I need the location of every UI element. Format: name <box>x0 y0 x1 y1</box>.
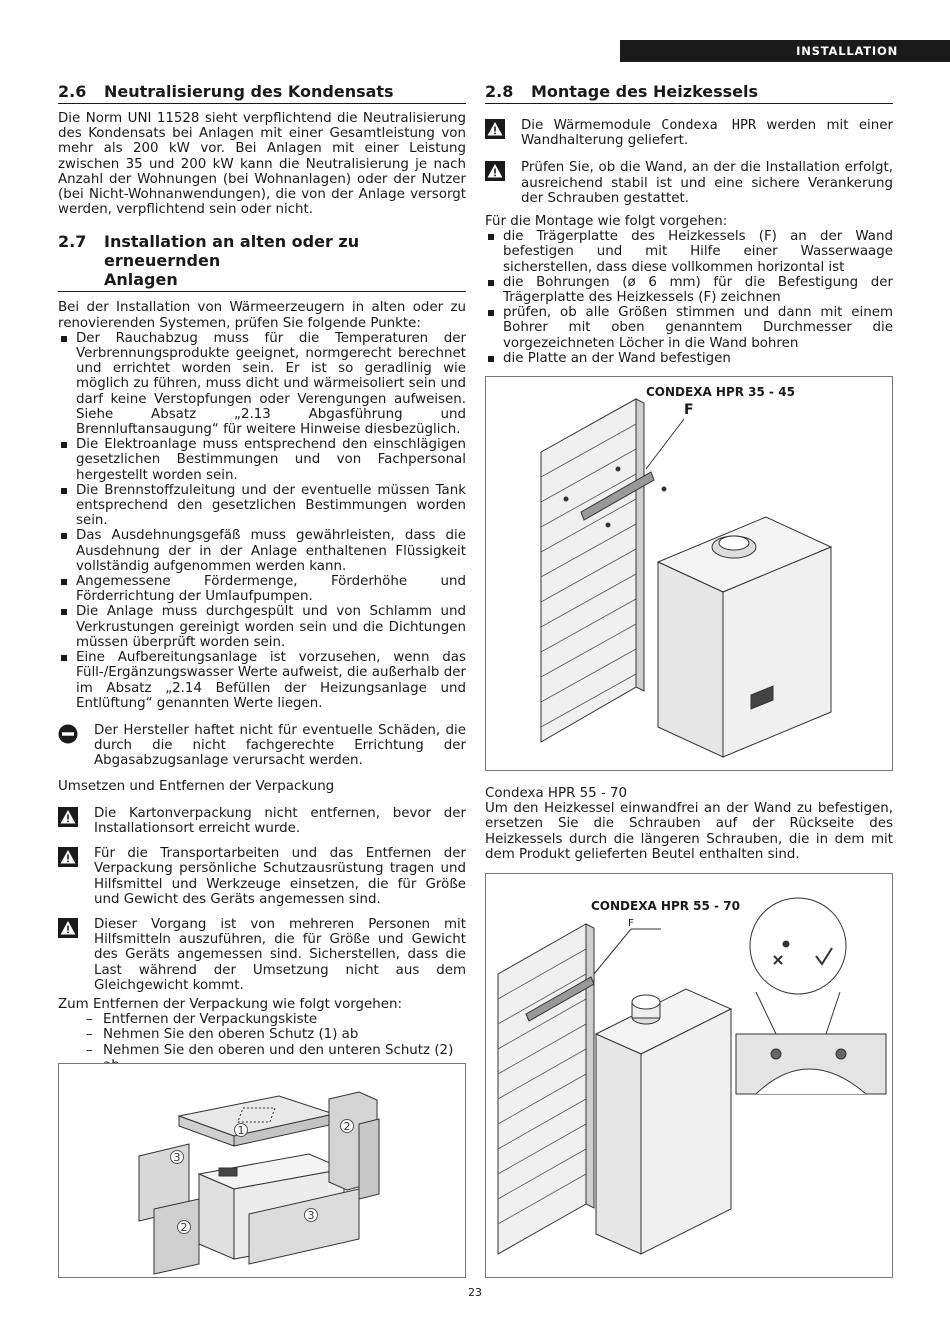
wall-mount-illustration-detail <box>486 874 892 1277</box>
warning-text: Prüfen Sie, ob die Wand, an der die Installation erfolgt, ausreichend stabil ist und eine sichere Verankerung der Schrauben gestattet. <box>521 160 893 206</box>
unpack-subheading: Umsetzen und Entfernen der Verpackung <box>58 778 335 794</box>
unpack-intro: Zum Entfernen der Verpackung wie folgt vorgehen: <box>58 996 403 1012</box>
heading-2-7: 2.7 Installation an alten oder zu erneuernden Anlagen <box>58 232 466 292</box>
s27-intro: Bei der Installation von Wärmeerzeugern in alten oder zu renovierenden Systemen, prüfen Sie folgende Punkte: <box>58 300 466 331</box>
s28-intro: Für die Montage wie folgt vorgehen: <box>485 214 728 230</box>
packaging-illustration <box>59 1064 465 1277</box>
list-item: Das Ausdehnungsgefäß muss gewährleisten, dass die Ausdehnung der in der Anlage enthaltenen Flüssigkeit vollständig aufgenommen werden kann. <box>58 528 466 574</box>
callout-2 <box>341 1120 354 1134</box>
s26-paragraph: Die Norm UNI 11528 sieht verpflichtend die Neutralisierung des Kondensats bei Anlagen mit einer Gesamtleistung von mehr als 200 kW vor. Bei Anlagen mit einer Leistung zwischen 35 und 200 kW kann die Neutralisierung je nach Anzahl der Wohnungen (bei Wohnanlagen) oder der Nutzer (bei Nicht-Wohnanwendungen), die von der Anlage versorgt werden, verpflichtend sein oder nicht. <box>58 111 466 218</box>
right-column <box>485 82 893 366</box>
list-item: – Entfernen der Verpackungskiste <box>86 1012 466 1027</box>
list-item: Eine Aufbereitungsanlage ist vorzusehen, wenn das Füll-/Ergänzungswasser Werte aufweist, die außerhalb der im Absatz „2.14 Befüllen der Heizungsanlage und Entlüftung“ genannten Werte liegen. <box>58 650 466 711</box>
warning-note <box>485 118 893 148</box>
callout-1 <box>235 1124 248 1138</box>
figure-label-f: F <box>628 918 634 929</box>
warning-triangle-icon <box>58 917 94 942</box>
callout-3 <box>171 1151 184 1165</box>
list-item: die Platte an der Wand befestigen <box>485 351 893 366</box>
warning-text: Dieser Vorgang ist von mehreren Personen mit Hilfsmitteln auszuführen, die für Größe und Gewicht des Geräts angemessen sind. Sicherstellen, dass die Last während der Umsetzung nicht aus dem Gleichgewicht kommt. <box>94 916 466 993</box>
svg-text:2: 2 <box>180 1221 188 1234</box>
page-number: 23 <box>468 1286 482 1299</box>
list-item: Die Brennstoffzuleitung und der eventuelle müssen Tank entsprechend den gesetzlichen Bestimmungen worden sein. <box>58 483 466 529</box>
list-item: – Nehmen Sie den oberen und den unteren Schutz (2) <box>86 1043 466 1073</box>
brand-name: Condexa HPR <box>661 118 757 133</box>
s28-steps <box>485 229 893 366</box>
svg-text:3: 3 <box>307 1209 315 1222</box>
figure-label-f: F <box>684 402 694 418</box>
heading-2-7-title-line1: Installation an alten oder zu erneuernden <box>104 232 360 271</box>
wall-mount-illustration <box>486 377 892 770</box>
warning-text: Für die Transportarbeiten und das Entfernen der Verpackung persönliche Schutzausrüstung tragen und Hilfsmittel und Werkzeuge einsetzen, die für Größe und Gewicht des Geräts angemessen sind. <box>94 846 466 907</box>
figure-title: CONDEXA HPR 35 - 45 <box>646 385 795 399</box>
list-item: Angemessene Fördermenge, Förderhöhe und Förderrichtung der Umlaufpumpen. <box>58 574 466 604</box>
list-item: Die Elektroanlage muss entsprechend den einschlägigen gesetzlichen Bestimmungen und von Fachpersonal hergestellt worden sein. <box>58 437 466 483</box>
svg-text:2: 2 <box>343 1120 351 1133</box>
prohibit-note-text: Der Hersteller haftet nicht für eventuelle Schäden, die durch die nicht fachgerechte Errichtung der Abgasabzugsanlage verursacht werden. <box>94 722 466 769</box>
callout-3 <box>305 1209 318 1223</box>
prohibition-icon <box>58 723 94 748</box>
list-item: die Trägerplatte des Heizkessels (F) an der Wand befestigen und mit Hilfe einer Wasserwaage sicherstellen, dass diese vollkommen horizontal ist <box>485 229 893 275</box>
warning-note <box>58 917 466 993</box>
list-item: prüfen, ob alle Größen stimmen und dann mit einem Bohrer mit oben genanntem Durchmesser die vorgezeichneten Löcher in die Wand bohren <box>485 305 893 351</box>
warning-text: Die Wärmemodule Condexa HPR werden mit einer Wandhalterung geliefert. <box>521 118 894 149</box>
heading-2-6-title: Neutralisierung des Kondensats <box>104 82 394 101</box>
packaging-figure <box>58 1063 466 1278</box>
warning-triangle-icon <box>485 160 521 185</box>
heading-2-6: 2.6 Neutralisierung des Kondensats <box>58 82 466 104</box>
list-item: Der Rauchabzug muss für die Temperaturen der Verbrennungsprodukte geeignet, normgerecht berechnet und errichtet worden sein. Er ist so geradlinig wie möglich zu führen, muss dicht und wärmeisoliert sein und darf keine Verstopfungen oder Verengungen aufweisen. Siehe Absatz „2.13 Abgasführung und Brennluftansaugung“ für weitere Hinweise diesbezüglich. <box>58 331 466 437</box>
left-column <box>58 82 466 1103</box>
heading-2-8: 2.8 Montage des Heizkessels <box>485 82 893 104</box>
warning-note <box>58 806 466 836</box>
mounting-figure-55-70 <box>485 873 893 1278</box>
warning-note <box>485 160 893 206</box>
model-55-70-text: Um den Heizkessel einwandfrei an der Wand zu befestigen, ersetzen Sie die Schrauben auf der Rückseite des Heizkessels durch die längeren Schrauben, die in dem mit dem Produkt gelieferten Beutel enthalten sind. <box>485 801 893 862</box>
svg-text:1: 1 <box>237 1124 245 1137</box>
prohibit-note <box>58 723 466 769</box>
list-item: – Nehmen Sie den oberen Schutz (1) ab <box>86 1027 466 1042</box>
warning-triangle-icon <box>58 846 94 871</box>
figure-title: CONDEXA HPR 55 - 70 <box>591 899 740 913</box>
warning-triangle-icon <box>58 806 94 831</box>
warning-text: Die Kartonverpackung nicht entfernen, bevor der Installationsort erreicht wurde. <box>94 805 466 836</box>
warning-note <box>58 846 466 907</box>
list-item: die Bohrungen (ø 6 mm) für die Befestigung der Trägerplatte des Heizkessels (F) zeichnen <box>485 275 893 305</box>
callout-2 <box>178 1221 191 1235</box>
section-header-tab: INSTALLATION <box>620 40 950 62</box>
model-55-70-block <box>485 786 893 862</box>
mounting-figure-35-45 <box>485 376 893 771</box>
s27-checklist <box>58 331 466 711</box>
svg-text:3: 3 <box>173 1151 181 1164</box>
list-item: Die Anlage muss durchgespült und von Schlamm und Verkrustungen gereinigt worden sein und die Dichtungen müssen überprüft worden sein. <box>58 604 466 650</box>
heading-2-8-title: Montage des Heizkessels <box>531 82 759 101</box>
model-55-70-title: Condexa HPR 55 - 70 <box>485 786 628 801</box>
warning-triangle-icon <box>485 118 521 143</box>
heading-2-7-title-line2: Anlagen <box>104 270 178 290</box>
